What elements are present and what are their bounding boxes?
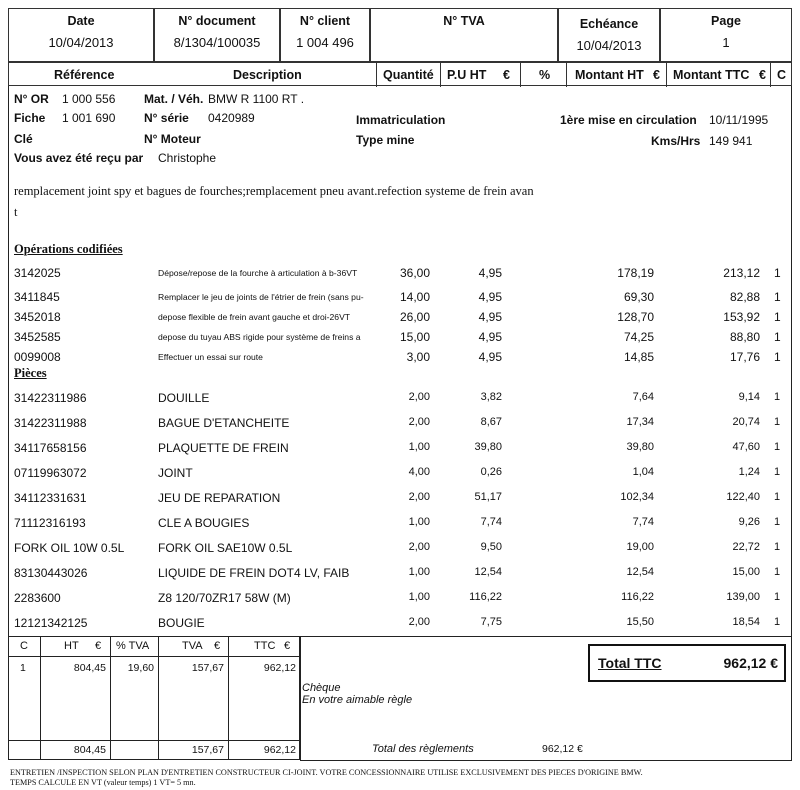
payments-total-value: 962,12 €	[542, 743, 583, 755]
date-value: 10/04/2013	[48, 35, 114, 50]
part-quantity: 1,00	[408, 441, 430, 453]
part-amount-ttc: 20,74	[732, 416, 760, 428]
summary-bottom-border	[300, 760, 792, 761]
part-description: Z8 120/70ZR17 58W (M)	[158, 591, 291, 605]
client-number-label: N° client	[299, 14, 351, 28]
operation-unit-price: 4,95	[478, 266, 502, 280]
vat-total-tva: 157,67	[191, 744, 224, 756]
col-quantity: Quantité	[376, 63, 440, 87]
part-amount-ht: 7,64	[632, 391, 654, 403]
client-number-box	[280, 8, 370, 62]
document-number-label: N° document	[178, 14, 256, 28]
operation-row	[0, 350, 800, 368]
footer-time-note: TEMPS CALCULE EN VT (valeur temps) 1 VT= 5 mn.	[10, 778, 196, 787]
operation-quantity: 15,00	[399, 330, 430, 344]
operation-amount-ht: 128,70	[617, 310, 654, 324]
vat-row-ttc: 962,12	[263, 662, 296, 674]
part-amount-ttc: 9,26	[738, 516, 760, 528]
part-quantity: 2,00	[408, 416, 430, 428]
vat-row-tva: 157,67	[191, 662, 224, 674]
serie-value: 0420989	[208, 111, 255, 125]
vat-header-tva: TVA	[182, 640, 203, 652]
page-label: Page	[711, 14, 741, 28]
mileage-value: 149 941	[709, 134, 753, 148]
part-c: 1	[774, 491, 781, 503]
operation-reference: 3452585	[14, 330, 61, 344]
part-description: DOUILLE	[158, 391, 210, 405]
part-row	[0, 616, 800, 634]
vat-table-total-divider	[8, 740, 300, 741]
page-value: 1	[722, 35, 730, 50]
part-amount-ht: 1,04	[632, 466, 654, 478]
part-unit-price: 7,75	[480, 616, 502, 628]
operation-unit-price: 4,95	[478, 310, 502, 324]
vat-number-label: N° TVA	[443, 14, 485, 28]
operation-row	[0, 290, 800, 308]
vat-header-tva-cur: €	[214, 640, 221, 652]
type-mine-label: Type mine	[356, 133, 415, 147]
operation-unit-price: 4,95	[478, 290, 502, 304]
operation-unit-price: 4,95	[478, 350, 502, 364]
document-number-value: 8/1304/100035	[173, 35, 261, 50]
vat-row-ht: 804,45	[73, 662, 106, 674]
part-row	[0, 541, 800, 559]
vat-header-ttc: TTC	[254, 640, 276, 652]
part-amount-ht: 12,54	[626, 566, 654, 578]
operation-quantity: 14,00	[399, 290, 430, 304]
part-reference: 31422311988	[14, 416, 87, 430]
operation-amount-ht: 14,85	[623, 350, 654, 364]
vat-header-ttc-cur: €	[284, 640, 291, 652]
due-date-box	[558, 8, 660, 62]
vat-row-pct: 19,60	[127, 662, 154, 674]
vat-col-divider	[158, 636, 159, 760]
operation-c: 1	[774, 290, 781, 304]
page-box	[660, 8, 792, 62]
operation-row	[0, 310, 800, 328]
part-quantity: 1,00	[408, 566, 430, 578]
part-row	[0, 391, 800, 409]
part-amount-ht: 17,34	[626, 416, 654, 428]
part-unit-price: 9,50	[480, 541, 502, 553]
payment-note: En votre aimable règle	[302, 694, 413, 706]
part-c: 1	[774, 441, 781, 453]
operation-quantity: 36,00	[399, 266, 430, 280]
part-unit-price: 7,74	[480, 516, 502, 528]
received-by-label: Vous avez été reçu par	[14, 151, 144, 165]
operation-amount-ht: 74,25	[623, 330, 654, 344]
part-amount-ttc: 22,72	[732, 541, 760, 553]
part-unit-price: 8,67	[480, 416, 502, 428]
engine-number-label: N° Moteur	[144, 132, 201, 146]
part-amount-ttc: 139,00	[726, 591, 760, 603]
part-c: 1	[774, 541, 781, 553]
operation-description: depose flexible de frein avant gauche et droi-26VT	[158, 312, 351, 322]
part-reference: 34117658156	[14, 441, 87, 455]
operation-c: 1	[774, 350, 781, 364]
operation-amount-ttc: 213,12	[723, 266, 760, 280]
col-c: C	[770, 63, 792, 87]
part-amount-ht: 102,34	[620, 491, 654, 503]
parts-section-title: Pièces	[14, 366, 47, 380]
part-description: JEU DE REPARATION	[158, 491, 281, 505]
due-date-value: 10/04/2013	[576, 38, 642, 53]
part-amount-ttc: 122,40	[726, 491, 760, 503]
operation-row	[0, 330, 800, 348]
part-quantity: 4,00	[408, 466, 430, 478]
operation-amount-ttc: 153,92	[723, 310, 760, 324]
part-amount-ttc: 9,14	[738, 391, 760, 403]
col-description: Description	[233, 68, 302, 82]
operation-row	[0, 266, 800, 284]
operation-reference: 3452018	[14, 310, 61, 324]
col-amount-ttc: Montant TTC €	[666, 63, 770, 87]
vat-col-divider	[300, 636, 301, 760]
part-unit-price: 3,82	[480, 391, 502, 403]
part-quantity: 2,00	[408, 616, 430, 628]
date-label: Date	[67, 14, 95, 28]
part-row	[0, 441, 800, 459]
summary-right-border	[791, 636, 792, 760]
total-ttc-value: 962,12 €	[723, 655, 778, 671]
operation-description: depose du tuyau ABS rigide pour système de freins a	[158, 332, 361, 342]
part-description: JOINT	[158, 466, 193, 480]
fiche-label: Fiche	[14, 111, 46, 125]
operations-section-title: Opérations codifiées	[14, 242, 123, 256]
vat-header-ht-cur: €	[95, 640, 102, 652]
first-registration-label: 1ère mise en circulation	[560, 113, 697, 127]
date-box	[8, 8, 154, 62]
operation-reference: 3142025	[14, 266, 61, 280]
operation-c: 1	[774, 330, 781, 344]
total-ttc-box	[588, 644, 786, 682]
part-quantity: 1,00	[408, 516, 430, 528]
payments-total-label: Total des règlements	[372, 743, 474, 755]
vat-header-c: C	[20, 640, 28, 652]
part-amount-ht: 19,00	[626, 541, 654, 553]
part-c: 1	[774, 566, 781, 578]
payment-method: Chèque	[302, 682, 341, 694]
or-label: N° OR	[14, 92, 49, 106]
part-description: BAGUE D'ETANCHEITE	[158, 416, 290, 430]
vat-table-frame	[8, 636, 300, 760]
part-quantity: 2,00	[408, 541, 430, 553]
footer-maintenance-note: ENTRETIEN /INSPECTION SELON PLAN D'ENTRETIEN CONSTRUCTEUR CI-JOINT. VOTRE CONCESSIONNAIRE UTILISE EXCLUSIVEMENT DES PIECES D'ORIGINE BMW.	[10, 768, 643, 777]
first-registration-value: 10/11/1995	[709, 113, 769, 127]
mat-value: BMW R 1100 RT .	[208, 92, 305, 106]
part-reference: 2283600	[14, 591, 61, 605]
operation-description: Dépose/repose de la fourche à articulation à b-36VT	[158, 268, 358, 278]
key-label: Clé	[14, 132, 33, 146]
part-reference: 83130443026	[14, 566, 88, 580]
work-comment-line1: remplacement joint spy et bagues de fourches;remplacement pneu avant.refection systeme de frein avan	[14, 184, 534, 198]
part-description: LIQUIDE DE FREIN DOT4 LV, FAIB	[158, 566, 350, 580]
part-description: CLE A BOUGIES	[158, 516, 250, 530]
part-amount-ht: 15,50	[626, 616, 654, 628]
part-amount-ttc: 1,24	[738, 466, 760, 478]
operation-unit-price: 4,95	[478, 330, 502, 344]
col-amount-ht: Montant HT €	[566, 63, 666, 87]
part-amount-ttc: 15,00	[732, 566, 760, 578]
part-description: FORK OIL SAE10W 0.5L	[158, 541, 293, 555]
work-comment-line2: t	[14, 205, 18, 219]
operation-description: Effectuer un essai sur route	[158, 352, 263, 362]
col-reference: Référence	[54, 68, 115, 82]
part-amount-ttc: 47,60	[732, 441, 760, 453]
operation-description: Remplacer le jeu de joints de l'étrier de frein (sans pu-	[158, 292, 364, 302]
col-unit-price: P.U HT €	[440, 63, 520, 87]
mat-label: Mat. / Véh.	[144, 92, 204, 106]
operation-amount-ht: 69,30	[623, 290, 654, 304]
vat-total-ttc: 962,12	[263, 744, 296, 756]
part-c: 1	[774, 466, 781, 478]
vat-total-ht: 804,45	[73, 744, 106, 756]
column-header-row	[8, 62, 792, 86]
part-c: 1	[774, 391, 781, 403]
vat-header-pct: % TVA	[116, 640, 150, 652]
part-c: 1	[774, 591, 781, 603]
operation-quantity: 26,00	[399, 310, 430, 324]
part-c: 1	[774, 516, 781, 528]
fiche-value: 1 001 690	[62, 111, 116, 125]
operation-quantity: 3,00	[406, 350, 430, 364]
part-quantity: 1,00	[408, 591, 430, 603]
operation-amount-ttc: 88,80	[729, 330, 760, 344]
part-row	[0, 516, 800, 534]
operation-c: 1	[774, 266, 781, 280]
operation-c: 1	[774, 310, 781, 324]
part-reference: 34112331631	[14, 491, 87, 505]
received-by-value: Christophe	[158, 151, 217, 165]
part-reference: 31422311986	[14, 391, 87, 405]
operation-amount-ht: 178,19	[617, 266, 654, 280]
part-amount-ht: 39,80	[626, 441, 654, 453]
mileage-label: Kms/Hrs	[651, 134, 701, 148]
document-number-box	[154, 8, 280, 62]
due-date-label: Echéance	[579, 17, 639, 31]
vat-col-divider	[40, 636, 41, 760]
part-reference: 07119963072	[14, 466, 87, 480]
part-amount-ht: 7,74	[632, 516, 654, 528]
operation-reference: 0099008	[14, 350, 61, 364]
part-c: 1	[774, 616, 781, 628]
part-unit-price: 12,54	[474, 566, 502, 578]
operation-reference: 3411845	[14, 290, 60, 304]
part-reference: FORK OIL 10W 0.5L	[14, 541, 125, 555]
part-row	[0, 466, 800, 484]
part-description: BOUGIE	[158, 616, 205, 630]
vat-col-divider	[110, 636, 111, 760]
part-row	[0, 566, 800, 584]
vat-row-c: 1	[20, 662, 26, 674]
part-reference: 12121342125	[14, 616, 88, 630]
part-row	[0, 591, 800, 609]
part-unit-price: 116,22	[469, 591, 502, 603]
part-amount-ht: 116,22	[621, 591, 654, 603]
part-quantity: 2,00	[408, 491, 430, 503]
part-amount-ttc: 18,54	[732, 616, 760, 628]
operation-amount-ttc: 17,76	[729, 350, 760, 364]
col-percent: %	[520, 63, 566, 87]
vat-table-header-divider	[8, 656, 300, 657]
part-unit-price: 39,80	[474, 441, 502, 453]
part-unit-price: 0,26	[480, 466, 502, 478]
part-reference: 71112316193	[14, 516, 86, 530]
serie-label: N° série	[144, 111, 189, 125]
part-row	[0, 416, 800, 434]
total-ttc-label: Total TTC	[598, 655, 662, 671]
part-c: 1	[774, 416, 781, 428]
immat-label: Immatriculation	[356, 113, 446, 127]
vat-col-divider	[228, 636, 229, 760]
or-value: 1 000 556	[62, 92, 116, 106]
part-row	[0, 491, 800, 509]
part-unit-price: 51,17	[474, 491, 502, 503]
operation-amount-ttc: 82,88	[729, 290, 760, 304]
part-description: PLAQUETTE DE FREIN	[158, 441, 289, 455]
client-number-value: 1 004 496	[296, 35, 354, 50]
vat-number-box	[370, 8, 558, 62]
vat-header-ht: HT	[64, 640, 79, 652]
part-quantity: 2,00	[408, 391, 430, 403]
